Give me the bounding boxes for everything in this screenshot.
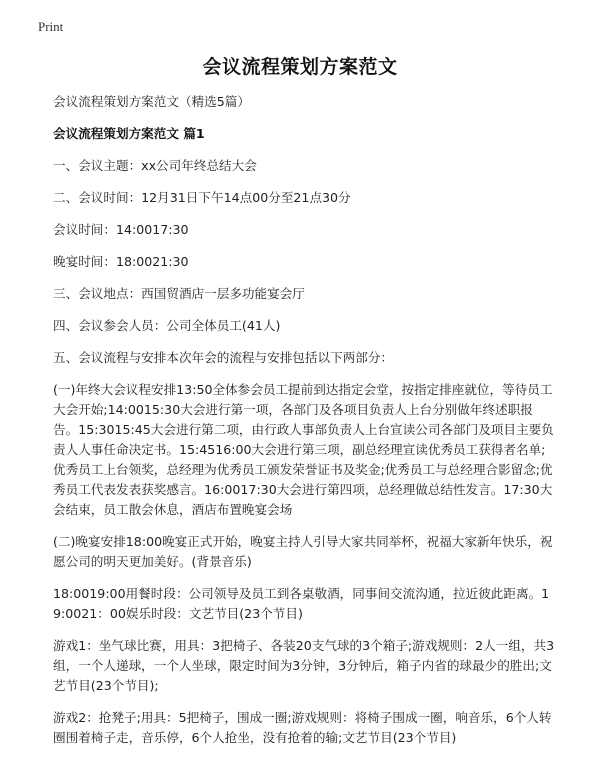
paragraph-time: 二、会议时间：12月31日下午14点00分至21点30分 [53,190,351,205]
paragraph-theme: 一、会议主题：xx公司年终总结大会 [53,158,257,173]
print-link[interactable]: Print [38,19,64,34]
paragraph-location: 三、会议地点：西国贸酒店一层多功能宴会厅 [53,286,305,301]
document-body [53,92,558,760]
paragraph-meeting-time: 会议时间：14:0017:30 [53,222,189,237]
paragraph-banquet-time: 晚宴时间：18:0021:30 [53,254,189,269]
paragraph-meeting-agenda: (一)年终大会议程安排13:50全体参会员工提前到达指定会堂，按指定排座就位，等待员工大会开始;14:0015:30大会进行第一项，各部门及各项目负责人上台分别做年终述职报告。15:3015:45大会进行第二项，由行政人事部负责人上台宣读公司各部门及项目主要负责人人事任命决定书。15:4516:00大会进行第三项，副总经理宣读优秀员工获得者名单;优秀员工上台领奖，总经理为优秀员工颁发荣誉证书及奖金;优秀员工与总经理合影留念;优秀员工代表发表获奖感言。16:0017:30大会进行第四项，总经理做总结性发言。17:30大会结束，员工散会休息，酒店布置晚宴会场 [53,382,554,517]
paragraph-game-2: 游戏2：抢凳子;用具：5把椅子，围成一圈;游戏规则：将椅子围成一圈，响音乐，6个人转圈围着椅子走，音乐停，6个人抢坐，没有抢着的输;文艺节目(23个节目) [53,710,552,745]
paragraph-banquet-agenda: (二)晚宴安排18:00晚宴正式开始，晚宴主持人引导大家共同举杯，祝福大家新年快乐，祝愿公司的明天更加美好。(背景音乐) [53,534,553,569]
document-title: 会议流程策划方案范文 [202,56,398,78]
paragraph-dining: 18:0019:00用餐时段：公司领导及员工到各桌敬酒，同事间交流沟通，拉近彼此距离。19:0021：00娱乐时段：文艺节目(23个节目) [53,586,550,621]
paragraph-game-1: 游戏1：坐气球比赛，用具：3把椅子、各装20支气球的3个箱子;游戏规则：2人一组，共3组，一个人递球，一个人坐球，限定时间为3分钟，3分钟后，箱子内省的球最少的胜出;文艺节目(23个节目); [53,638,555,693]
paragraph-agenda-intro: 五、会议流程与安排本次年会的流程与安排包括以下两部分： [53,350,394,365]
paragraph-attendees: 四、会议参会人员：公司全体员工(41人) [53,318,281,333]
document-subtitle: 会议流程策划方案范文（精选5篇） [53,94,250,109]
section-heading: 会议流程策划方案范文 篇1 [53,126,205,141]
